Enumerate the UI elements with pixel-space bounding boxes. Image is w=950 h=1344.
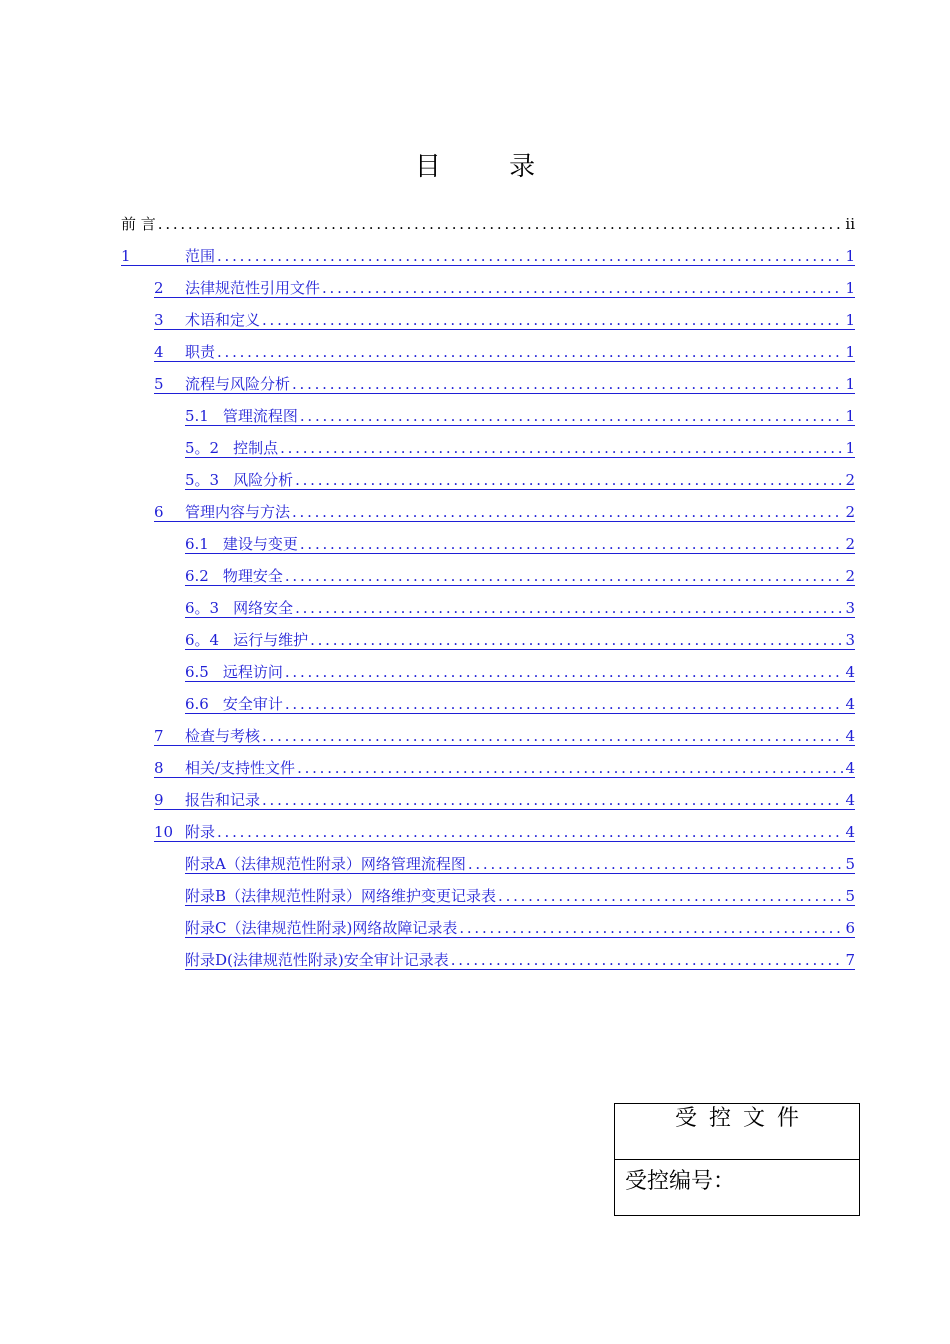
toc-number: 8: [154, 758, 164, 777]
toc-label: 建设与变更: [222, 534, 298, 553]
toc-leader-dots: [459, 919, 843, 937]
toc-link[interactable]: [121, 752, 855, 784]
toc-link[interactable]: [121, 304, 855, 336]
table-of-contents: [121, 208, 855, 976]
toc-leader-dots: [262, 311, 843, 329]
toc-leader-dots: [217, 247, 843, 265]
toc-link[interactable]: [121, 880, 855, 912]
toc-page-number: 4: [845, 758, 855, 777]
toc-label: 附录B（法律规范性附录）网络维护变更记录表: [185, 886, 497, 905]
toc-link[interactable]: [121, 560, 855, 592]
toc-number: 6。4: [185, 630, 220, 649]
toc-leader-dots: [285, 567, 844, 585]
toc-label: 网络安全: [233, 598, 294, 617]
toc-link[interactable]: [121, 272, 855, 304]
toc-page-number: 1: [845, 342, 855, 361]
toc-label: 法律规范性引用文件: [185, 278, 321, 297]
page-title: 目 录: [414, 152, 566, 182]
toc-label: 远程访问: [222, 662, 283, 681]
toc-page-number: 4: [845, 790, 855, 809]
toc-link[interactable]: [121, 400, 855, 432]
toc-link[interactable]: [121, 720, 855, 752]
toc-label: 安全审计: [222, 694, 283, 713]
toc-label: 运行与维护: [233, 630, 309, 649]
toc-leader-dots: [262, 727, 843, 745]
toc-entry: [121, 208, 855, 240]
toc-label: 管理流程图: [222, 406, 298, 425]
toc-link[interactable]: [121, 624, 855, 656]
toc-label: 附录A（法律规范性附录）网络管理流程图: [185, 854, 466, 873]
toc-number: 7: [154, 726, 164, 745]
toc-link[interactable]: [121, 368, 855, 400]
toc-label: 术语和定义: [185, 310, 261, 329]
stamp-heading: 受控文件: [615, 1104, 859, 1160]
toc-label: 流程与风险分析: [185, 374, 291, 393]
toc-number: 5.1: [185, 406, 209, 425]
toc-label: 控制点: [233, 438, 279, 457]
toc-page-number: 5: [845, 886, 855, 905]
toc-page-number: 4: [845, 662, 855, 681]
toc-number: 10: [154, 822, 174, 841]
toc-label: 管理内容与方法: [185, 502, 291, 521]
toc-leader-dots: [280, 439, 843, 457]
toc-number: 4: [154, 342, 164, 361]
toc-leader-dots: [262, 791, 843, 809]
toc-page-number: 4: [845, 694, 855, 713]
toc-leader-dots: [285, 695, 844, 713]
toc-page-number: 2: [845, 470, 855, 489]
toc-page-number: 2: [845, 502, 855, 521]
toc-label: 附录D(法律规范性附录)安全审计记录表: [185, 950, 449, 969]
toc-number: 3: [154, 310, 164, 329]
toc-leader-dots: [285, 663, 844, 681]
toc-link[interactable]: [121, 592, 855, 624]
toc-label: 附录C（法律规范性附录)网络故障记录表: [185, 918, 458, 937]
toc-number: 6.1: [185, 534, 209, 553]
toc-page-number: 6: [845, 918, 855, 937]
toc-leader-dots: [322, 279, 843, 297]
toc-leader-dots: [300, 535, 844, 553]
toc-leader-dots: [451, 951, 844, 969]
toc-label: 风险分析: [233, 470, 294, 489]
toc-number: 前 言: [121, 215, 156, 233]
toc-leader-dots: [468, 855, 844, 873]
toc-number: 6.5: [185, 662, 209, 681]
toc-number: 5。3: [185, 470, 220, 489]
toc-leader-dots: [292, 503, 843, 521]
toc-page-number: 5: [845, 854, 855, 873]
toc-label: 附录: [185, 822, 216, 841]
toc-label: 物理安全: [222, 566, 283, 585]
toc-leader-dots: [158, 215, 844, 233]
toc-page-number: ii: [845, 215, 855, 233]
toc-label: 职责: [185, 342, 216, 361]
toc-page-number: 1: [845, 246, 855, 265]
toc-link[interactable]: [121, 240, 855, 272]
toc-number: 5: [154, 374, 164, 393]
toc-leader-dots: [295, 471, 843, 489]
toc-link[interactable]: [121, 432, 855, 464]
toc-leader-dots: [498, 887, 843, 905]
toc-leader-dots: [217, 823, 843, 841]
toc-label: 报告和记录: [185, 790, 261, 809]
toc-page-number: 1: [845, 438, 855, 457]
toc-link[interactable]: [121, 944, 855, 976]
toc-leader-dots: [300, 407, 844, 425]
toc-label: 相关/支持性文件: [185, 758, 296, 777]
toc-page-number: 1: [845, 406, 855, 425]
toc-page-number: 2: [845, 566, 855, 585]
toc-page-number: 4: [845, 726, 855, 745]
toc-leader-dots: [292, 375, 843, 393]
toc-number: 6。3: [185, 598, 220, 617]
toc-page-number: 3: [845, 630, 855, 649]
stamp-number-label: 受控编号：: [625, 1169, 736, 1194]
toc-page-number: 3: [845, 598, 855, 617]
toc-link[interactable]: [121, 464, 855, 496]
toc-link[interactable]: [121, 816, 855, 848]
toc-label: 检查与考核: [185, 726, 261, 745]
toc-number: 6.6: [185, 694, 209, 713]
toc-leader-dots: [310, 631, 843, 649]
toc-link[interactable]: [121, 688, 855, 720]
toc-leader-dots: [297, 759, 843, 777]
toc-number: 6: [154, 502, 164, 521]
toc-page-number: 1: [845, 310, 855, 329]
toc-page-number: 1: [845, 374, 855, 393]
toc-link[interactable]: [121, 528, 855, 560]
toc-leader-dots: [217, 343, 843, 361]
toc-number: 1: [121, 246, 131, 265]
toc-link[interactable]: [121, 848, 855, 880]
toc-number: 9: [154, 790, 164, 809]
toc-link[interactable]: [121, 496, 855, 528]
toc-label: 范围: [185, 246, 216, 265]
toc-number: 5。2: [185, 438, 220, 457]
toc-link[interactable]: [121, 912, 855, 944]
toc-link[interactable]: [121, 656, 855, 688]
toc-page-number: 7: [845, 950, 855, 969]
controlled-document-stamp: [614, 1103, 860, 1216]
toc-page-number: 1: [845, 278, 855, 297]
toc-number: 6.2: [185, 566, 209, 585]
toc-page-number: 2: [845, 534, 855, 553]
toc-link[interactable]: [121, 784, 855, 816]
toc-page-number: 4: [845, 822, 855, 841]
toc-link[interactable]: [121, 336, 855, 368]
toc-number: 2: [154, 278, 164, 297]
toc-leader-dots: [295, 599, 843, 617]
